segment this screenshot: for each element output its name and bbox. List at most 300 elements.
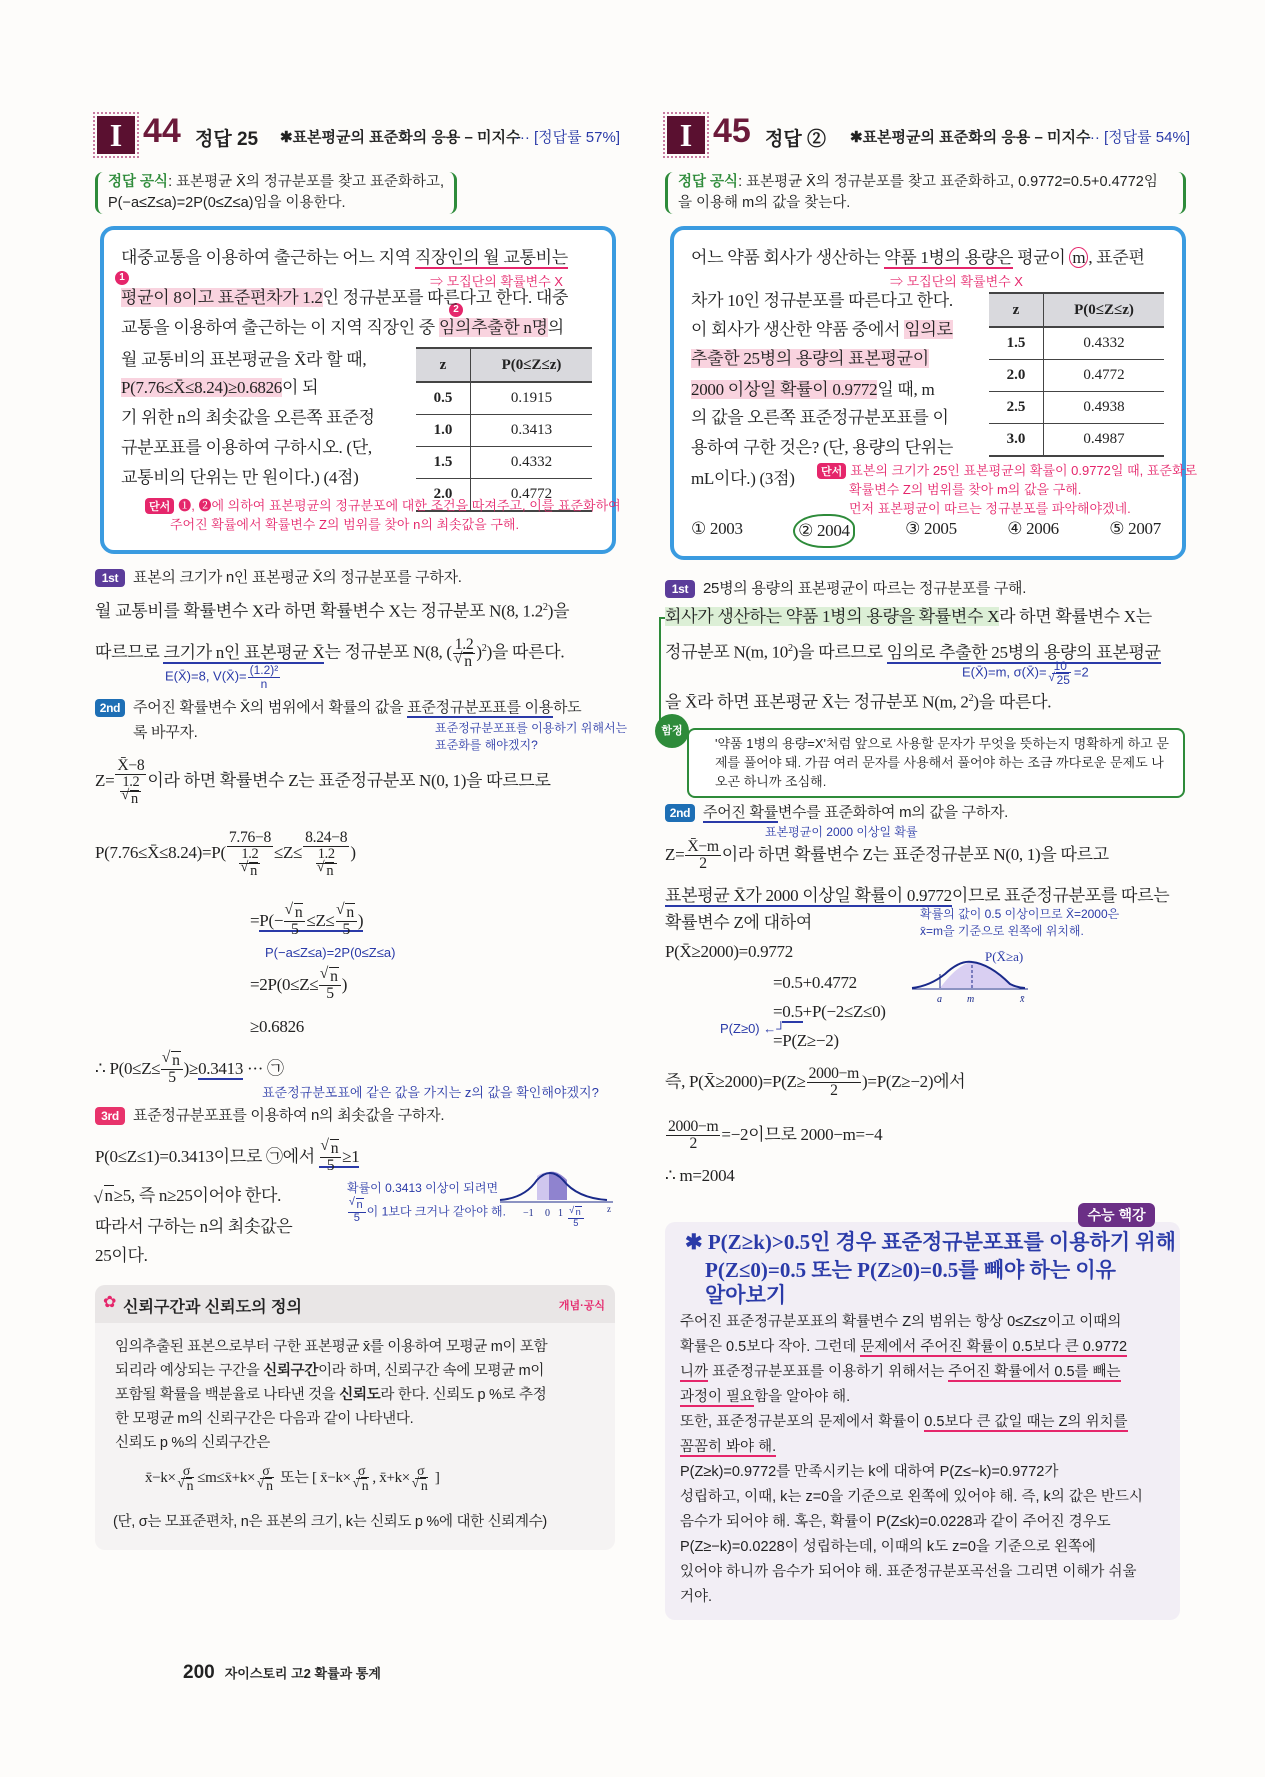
- text-run: 0.5보다 큰 값일 때는 Z의 위치를: [924, 1414, 1128, 1430]
- text-run: m: [1072, 248, 1086, 267]
- text-run: 5: [326, 1157, 335, 1175]
- book-title: 자이스토리 고2 확률과 통계: [224, 1666, 381, 1681]
- tick-label: −1: [523, 1208, 534, 1219]
- correct-rate: ··· [정답률 54%]: [1084, 129, 1190, 146]
- fraction: [239, 847, 260, 878]
- table-cell: 0.1915: [471, 382, 593, 415]
- tip-line: [680, 1310, 1121, 1335]
- denominator: [121, 792, 141, 807]
- underlined-text: [924, 1414, 1127, 1432]
- denominator: [1048, 674, 1073, 687]
- text-run: 평균이: [1013, 248, 1070, 267]
- denominator: [256, 1479, 276, 1493]
- text-run: 이라 하면 확률변수 Z는 표준정규분포 N(0, 1)을 따르고: [721, 844, 1109, 864]
- fraction: [177, 1464, 197, 1494]
- text-run: 일 때, m: [877, 380, 935, 399]
- probability-note: 확률이 0.3413 이상이 되려면: [347, 1181, 499, 1195]
- text-run: 2: [699, 855, 707, 873]
- square-root: [329, 967, 339, 985]
- solution-line: P(X̄≥2000)=0.9772: [665, 942, 793, 961]
- text-run: P(Z≥−k)=0.0228이 성립하는데, 이때의 k도 z=0을 기준으로 왼쪽에: [680, 1539, 1097, 1555]
- text-run: 2: [968, 693, 974, 704]
- square-root: [1056, 672, 1071, 687]
- solution-line: [665, 684, 1051, 718]
- topic-label: ✱표본평균의 표준화의 응용 – 미지수: [280, 129, 521, 146]
- denominator: [411, 1479, 431, 1493]
- text-run: 기 위한 n의 최솟값을 오른쪽 표준정: [121, 408, 375, 427]
- denominator: [687, 1136, 699, 1152]
- text-run: )을 따른다.: [486, 642, 565, 662]
- text-run: n: [260, 676, 268, 691]
- problem-header: [665, 112, 1190, 156]
- text-run: 정규분포 N(m, 10: [665, 642, 788, 662]
- fraction: [256, 1464, 276, 1494]
- table-cell: 0.4772: [471, 479, 593, 512]
- problem-number: 45: [713, 112, 751, 150]
- text-run: 5: [353, 1211, 360, 1224]
- step-title: 25병의 용량의 표본평균이 따르는 정규분포를 구해.: [703, 580, 1027, 597]
- bold-text: [339, 1387, 380, 1403]
- z-table: [989, 292, 1164, 457]
- numerator: [336, 905, 357, 922]
- problem-line: [691, 286, 953, 316]
- problem-45-column: [661, 0, 1198, 1777]
- step-1-badge: 1st: [95, 569, 125, 587]
- underlined-text: [198, 1059, 243, 1080]
- tip-line: [680, 1360, 1121, 1385]
- numerator: [227, 830, 273, 847]
- text-run: 또는 [ x̄−k×: [276, 1470, 351, 1486]
- text-run: 직장인의 월 교통비는: [414, 248, 568, 267]
- numerator: [319, 969, 340, 986]
- text-run: =−2이므로 2000−m=−4: [721, 1124, 883, 1144]
- fraction: [120, 775, 141, 806]
- formula-line-1: : 표본평균 X̄의 정규분포를 찾고 표준화하고, 0.9772=0.5+0.4772임: [738, 174, 1158, 190]
- text-run: 2: [542, 602, 548, 613]
- text-run: 신뢰도: [339, 1387, 381, 1403]
- answer-formula-box: [665, 172, 1186, 214]
- square-root: [294, 903, 304, 921]
- text-run: =2P(0≤Z≤: [250, 974, 319, 994]
- text-run: 있어야 하니까 음수가 되어야 해. 표준정규분포곡선을 그리면 이해가 쉬울: [680, 1564, 1137, 1580]
- note-line: 표준화를 해야겠지?: [435, 738, 538, 752]
- solution-line: [95, 1181, 281, 1211]
- concept-header: [95, 1285, 615, 1323]
- denominator: [325, 1158, 337, 1174]
- highlighted-text: [439, 318, 548, 337]
- standardize-note: [435, 720, 627, 754]
- numerator: [303, 830, 349, 847]
- normal-curve-diagram: [495, 1170, 615, 1240]
- fraction: [411, 1464, 431, 1494]
- table-cell: 1.5: [989, 327, 1044, 360]
- answer-choice[interactable]: ④ 2006: [1007, 519, 1059, 538]
- table-cell: 0.4987: [1044, 424, 1165, 457]
- text-run: 표준정규분포표를 이용하기 위해서는: [708, 1364, 949, 1380]
- problem-line: [121, 313, 564, 343]
- highlighted-text: [691, 349, 929, 368]
- table-cell: 2.5: [989, 392, 1044, 424]
- text-run: n: [330, 1140, 339, 1157]
- problem-line: [691, 464, 795, 494]
- text-run: 하도: [552, 699, 582, 716]
- step-3-badge: 3rd: [95, 1107, 125, 1125]
- text-run: X̄−8: [117, 757, 145, 774]
- expectation-note: [165, 664, 281, 690]
- answer-choice[interactable]: ① 2003: [691, 519, 743, 538]
- hint-line: 표본의 크기가 25인 표본평균의 확률이 0.9772일 때, 표준화로: [850, 463, 1198, 478]
- bold-text: [263, 1363, 318, 1379]
- text-run: =: [250, 910, 260, 930]
- solution-line: [665, 839, 1109, 873]
- text-run: ≤m≤x̄+k×: [197, 1470, 256, 1486]
- text-run: )=P(Z≥−2)에서: [862, 1071, 966, 1091]
- step-1: [95, 562, 462, 593]
- answer-choice[interactable]: ③ 2005: [905, 519, 957, 538]
- answer-formula-box: [95, 172, 457, 214]
- denominator: [289, 922, 301, 938]
- table-row: [416, 415, 592, 447]
- square-root: [463, 652, 473, 670]
- text-run: 5: [168, 1069, 176, 1087]
- step-title-cont: 록 바꾸자.: [133, 724, 198, 741]
- underlined-text: [415, 248, 568, 269]
- text-run: ∴ P(0≤Z≤: [95, 1058, 161, 1078]
- highlighted-text: [121, 288, 323, 307]
- square-root: [186, 1477, 195, 1493]
- text-run: 니까: [680, 1364, 709, 1380]
- text-run: 의: [547, 318, 564, 337]
- text-run: 의 값을 오른쪽 표준정규분포표를 이: [691, 408, 949, 427]
- text-run: 대중교통을 이용하여 출근하는 어느 지역: [121, 248, 415, 267]
- text-run: n: [131, 790, 138, 807]
- denominator: [571, 1219, 580, 1229]
- text-run: ): [341, 974, 348, 994]
- formula-label: 정답 공식: [108, 174, 169, 190]
- text-run: 10: [1053, 659, 1067, 673]
- curve-label: P(X̄≥a): [985, 949, 1024, 964]
- table-cell: 0.4938: [1044, 392, 1165, 424]
- numerator: [685, 839, 720, 856]
- denominator: [352, 1479, 372, 1493]
- text-run: 교통을 이용하여 출근하는 이 지역 직장인 중: [121, 318, 439, 337]
- answer-choice[interactable]: ② 2004: [793, 514, 855, 548]
- square-root: [104, 1185, 114, 1205]
- formula-line-2: 을 이용해 m의 값을 찾는다.: [678, 195, 851, 211]
- flower-icon: ✿: [103, 1294, 117, 1311]
- table-cell: 0.4332: [1044, 327, 1165, 360]
- fraction: [227, 830, 273, 879]
- text-run: 이라 하면 확률변수 Z는 표준정규분포 N(0, 1)을 따르므로: [147, 771, 551, 791]
- solution-line: [665, 602, 1152, 632]
- text-run: ··· ㉠: [243, 1058, 284, 1078]
- text-run: ): [350, 843, 356, 863]
- text-run: σ: [262, 1462, 270, 1478]
- concept-tag: 개념·공식: [558, 1300, 605, 1312]
- text-run: 5: [326, 985, 334, 1003]
- text-run: n: [250, 862, 257, 879]
- note-line: x̄=m을 기준으로 왼쪽에 위치해.: [920, 924, 1084, 938]
- fraction: [336, 905, 357, 939]
- problem-line: [121, 403, 375, 433]
- symmetry-note: P(−a≤Z≤a)=2P(0≤Z≤a): [265, 945, 396, 960]
- hint-line: 먼저 표본평균이 따르는 정규분포를 파악해야겠네.: [849, 501, 1131, 516]
- text-run: mL이다.) (3점): [691, 469, 795, 488]
- problem-line: [121, 433, 372, 463]
- problem-line: [121, 463, 359, 493]
- table-row: [416, 447, 592, 479]
- text-run: 7.76−8: [228, 829, 271, 846]
- circled-text: [1069, 247, 1088, 268]
- denominator: [828, 1083, 840, 1099]
- text-run: n: [104, 1186, 113, 1205]
- text-run: 월 교통비의 표본평균을 X̄라 할 때,: [121, 350, 367, 369]
- step-title: [133, 699, 581, 718]
- text-run: 성립하고, 이때, k는 z=0을 기준으로 왼쪽에 있어야 해. 즉, k의 값은 반드시: [680, 1489, 1143, 1505]
- solution-line: [95, 758, 551, 807]
- denominator: [177, 1479, 197, 1493]
- text-run: ): [476, 642, 482, 662]
- text-run: 1.2: [317, 846, 335, 863]
- text-run: 이 회사가 생산한 약품 중에서: [691, 320, 905, 339]
- text-run: P(7.76≤X̄≤8.24)=P(: [95, 843, 226, 863]
- denominator: [324, 986, 336, 1002]
- formula-line-2: P(−a≤Z≤a)=2P(0≤Z≤a)임을 이용한다.: [108, 195, 346, 211]
- text-run: 따르므로: [95, 642, 164, 662]
- square-root: [345, 903, 355, 921]
- text-run: 5: [573, 1217, 579, 1228]
- table-cell: 3.0: [989, 424, 1044, 457]
- text-run: n: [330, 968, 338, 985]
- text-run: P(Z≥k)=0.9772를 만족시키는 k에 대하여 P(Z≤−k)=0.9772가: [680, 1464, 1059, 1480]
- text-run: 2: [830, 1082, 838, 1100]
- text-run: X̄−m: [687, 838, 719, 855]
- text-run: 함을 알아야 해.: [754, 1389, 851, 1405]
- text-run: ≤Z≤: [274, 843, 303, 863]
- text-run: , x̄+k×: [372, 1470, 410, 1486]
- numerator: [161, 1053, 182, 1070]
- underlined-text: [860, 1339, 1127, 1357]
- text-run: n: [172, 1052, 180, 1069]
- text-run: 1.2: [454, 635, 474, 653]
- solution-line: [250, 969, 347, 1003]
- text-run: +P(−2≤Z≤0): [802, 1002, 886, 1021]
- table-check-note: 표준정규분포표에 같은 값을 가지는 z의 값을 확인해야겠지?: [262, 1085, 599, 1100]
- numerator: [284, 905, 305, 922]
- underlined-text: [163, 643, 324, 664]
- table-header-row: [416, 348, 592, 382]
- text-run: 이 1보다 크거나 같아야 해.: [366, 1204, 506, 1219]
- text-run: )을: [547, 601, 570, 621]
- hint-label: 단서: [817, 463, 846, 479]
- denominator: [313, 847, 340, 878]
- fraction: [685, 839, 720, 873]
- table-cell: 1.0: [416, 415, 471, 447]
- topic-label: ✱표본평균의 표준화의 응용 – 미지수: [850, 129, 1091, 146]
- text-run: 크기가 n인 표본평균 X̄: [163, 642, 325, 662]
- concept-title: 신뢰구간과 신뢰도의 정의: [123, 1299, 302, 1316]
- text-run: n: [361, 1478, 369, 1494]
- step-2-badge: 2nd: [95, 699, 125, 717]
- text-run: P(7.76≤X̄≤8.24)≥0.6826: [121, 378, 282, 397]
- text-run: 꼼꼼히 봐야 해.: [680, 1439, 777, 1455]
- column-header: z: [416, 348, 471, 382]
- square-root: [330, 1139, 340, 1157]
- tick-label: 1: [558, 1208, 563, 1219]
- text-run: 0.3413: [198, 1058, 244, 1078]
- fraction: [348, 1200, 366, 1224]
- problem-line: [691, 243, 1145, 273]
- text-run: 주어진 확률변수 X̄의 범위에서 확률의 값을: [133, 699, 408, 716]
- numerator: [348, 1200, 366, 1213]
- expectation-note: [962, 660, 1089, 686]
- step-3: [95, 1100, 444, 1131]
- text-run: 주어진 표준정규분포표의 확률변수 Z의 범위는 항상 0≤Z≤z이고 이때의: [680, 1314, 1122, 1330]
- text-run: 포함될 확률을 백분율로 나타낸 것을: [115, 1387, 340, 1403]
- problem-line: [121, 243, 568, 273]
- text-run: 약품 1병의 용량은: [884, 248, 1014, 267]
- denominator: [697, 856, 709, 872]
- text-run: n: [294, 904, 303, 921]
- text-run: 과정이 필요: [680, 1389, 755, 1405]
- underlined-text: [948, 1364, 1120, 1382]
- text-run: n: [420, 1478, 428, 1494]
- hint-line: 확률변수 Z의 범위를 찾아 m의 값을 구해.: [849, 482, 1082, 497]
- page-footer: [183, 1662, 381, 1684]
- table-cell: 2.0: [416, 479, 471, 512]
- tip-line: [680, 1435, 776, 1460]
- arrow-left-icon: ←┘: [763, 1021, 786, 1036]
- axis-label: z: [607, 1204, 611, 1214]
- solution-line: ≥0.6826: [250, 1017, 304, 1036]
- text-run: 2000 이상일 확률이 0.9772: [691, 380, 878, 399]
- underlined-text: [259, 904, 364, 939]
- concept-line: [115, 1407, 413, 1431]
- text-run: 2000−m: [808, 1065, 860, 1082]
- square-root: [249, 862, 258, 879]
- denominator: [341, 922, 353, 938]
- problem-line: [691, 433, 953, 463]
- confidence-interval-formula: [145, 1463, 440, 1494]
- step-title: [703, 804, 1008, 823]
- fraction: [248, 664, 281, 690]
- fraction: [807, 1066, 861, 1100]
- fraction: [568, 1208, 584, 1228]
- underlined-text: [680, 1389, 754, 1407]
- fraction: [666, 1119, 720, 1153]
- tick-label: [567, 1208, 585, 1228]
- tick-label: 0: [545, 1208, 550, 1219]
- square-root: [325, 862, 334, 879]
- hint: [817, 461, 1197, 518]
- text-run: 2: [481, 643, 487, 654]
- solution-line: [665, 1119, 882, 1153]
- problem-line: [691, 344, 929, 374]
- note-line: 표준정규분포표를 이용하기 위해서는: [435, 721, 628, 735]
- text-run: 음수가 되어야 해. 혹은, 확률이 P(Z≤k)=0.0228과 같이 주어진 경우도: [680, 1514, 1111, 1530]
- underlined-text: [680, 1364, 708, 1382]
- fraction: [320, 1141, 341, 1175]
- tip-title-line: 알아보기: [705, 1283, 787, 1307]
- problem-header: [95, 112, 620, 156]
- step-2-badge: 2nd: [665, 804, 695, 822]
- text-run: 추출한 25병의 용량의 표본평균이: [691, 349, 929, 368]
- solution-line: [665, 1066, 965, 1100]
- table-header-row: [989, 293, 1164, 327]
- text-run: 2: [689, 1135, 697, 1153]
- text-run: 어느 약품 회사가 생산하는: [691, 248, 885, 267]
- text-run: E(X̄)=m, σ(X̄)=: [962, 664, 1047, 680]
- text-run: 표본평균 X̄가 2000 이상일 확률이 0.9772: [665, 886, 952, 905]
- concept-line: [115, 1431, 270, 1455]
- tip-line: [680, 1410, 1128, 1435]
- fraction: [352, 1464, 372, 1494]
- fraction: [115, 758, 146, 807]
- text-run: 5: [291, 921, 299, 939]
- chapter-badge: I: [667, 116, 705, 154]
- text-run: 평균이 8이고 표준편차가 1.2: [121, 288, 323, 307]
- concept-line: [115, 1383, 546, 1407]
- text-run: ≤Z≤: [306, 910, 335, 930]
- text-run: 이라 하며, 신뢰구간 속에 모평균 m이: [318, 1363, 545, 1379]
- note-line: 확률의 값이 0.5 이상이므로 X̄=2000은: [920, 907, 1120, 921]
- text-run: σ: [358, 1462, 366, 1478]
- underlined-text: [680, 1439, 776, 1457]
- text-run: σ: [417, 1462, 425, 1478]
- denominator: [166, 1070, 178, 1086]
- text-run: 25: [1056, 672, 1070, 687]
- text-run: n: [346, 904, 354, 921]
- column-header: z: [989, 293, 1044, 327]
- problem-line: [691, 375, 934, 405]
- tip-line: [680, 1385, 850, 1410]
- problem-number: 44: [143, 112, 181, 150]
- text-run: 한 모평균 m의 신뢰구간은 다음과 같이 나타낸다.: [115, 1411, 414, 1427]
- table-row: [989, 360, 1164, 392]
- text-run: 용하여 구한 것은? (단, 용량의 단위는: [691, 438, 954, 457]
- text-run: 5: [342, 921, 351, 939]
- probability-note: 표본평균이 2000 이상일 확률: [765, 825, 918, 839]
- text-run: =2: [1073, 664, 1089, 680]
- text-run: 이므로 표준정규분포를 따르는: [951, 886, 1170, 905]
- tip-line: [680, 1510, 1111, 1535]
- square-root: [575, 1206, 582, 1217]
- problem-44-column: [95, 0, 628, 1777]
- text-run: P(−: [259, 910, 284, 930]
- denominator: [259, 678, 270, 691]
- concept-footnote: (단, σ는 모표준편차, n은 표본의 크기, k는 신뢰도 p %에 대한 신뢰계수): [113, 1514, 547, 1530]
- underlined-text: [407, 699, 553, 718]
- text-run: ≥5, 즉 n≥25이어야 한다.: [113, 1186, 282, 1205]
- text-run: 을 X̄라 하면 표본평균 X̄는 정규분포 N(m, 2: [665, 692, 969, 712]
- text-run: n: [326, 862, 334, 879]
- text-run: Z=: [95, 771, 115, 791]
- text-run: 1.2: [122, 774, 140, 791]
- trap-box: '약품 1병의 용량=X'처럼 앞으로 사용할 문자가 무엇을 뜻하는지 명확하게 하고 문제를 풀어야 돼. 가끔 여러 문자를 사용해서 풀어야 하는 조금 까다로운 문제도 나오곤 하니까 조심해.: [687, 728, 1185, 798]
- table-cell: 0.4332: [471, 447, 593, 479]
- note-text: P(Z≥0): [720, 1021, 760, 1036]
- answer-choice[interactable]: ⑤ 2007: [1109, 519, 1161, 538]
- denominator: [453, 654, 474, 670]
- text-run: 차가 10인 정규분포를 따른다고 한다.: [691, 291, 953, 310]
- text-run: 주어진 확률에서 0.5를 빼는: [948, 1364, 1121, 1380]
- formula-label: 정답 공식: [678, 174, 739, 190]
- text-run: ]: [431, 1470, 440, 1486]
- hint-line: 주어진 확률에서 확률변수 Z의 범위를 찾아 n의 최솟값을 구해.: [170, 517, 520, 532]
- highlighted-text: [665, 607, 999, 626]
- table-cell: 0.5: [416, 382, 471, 415]
- text-run: 2: [788, 643, 793, 654]
